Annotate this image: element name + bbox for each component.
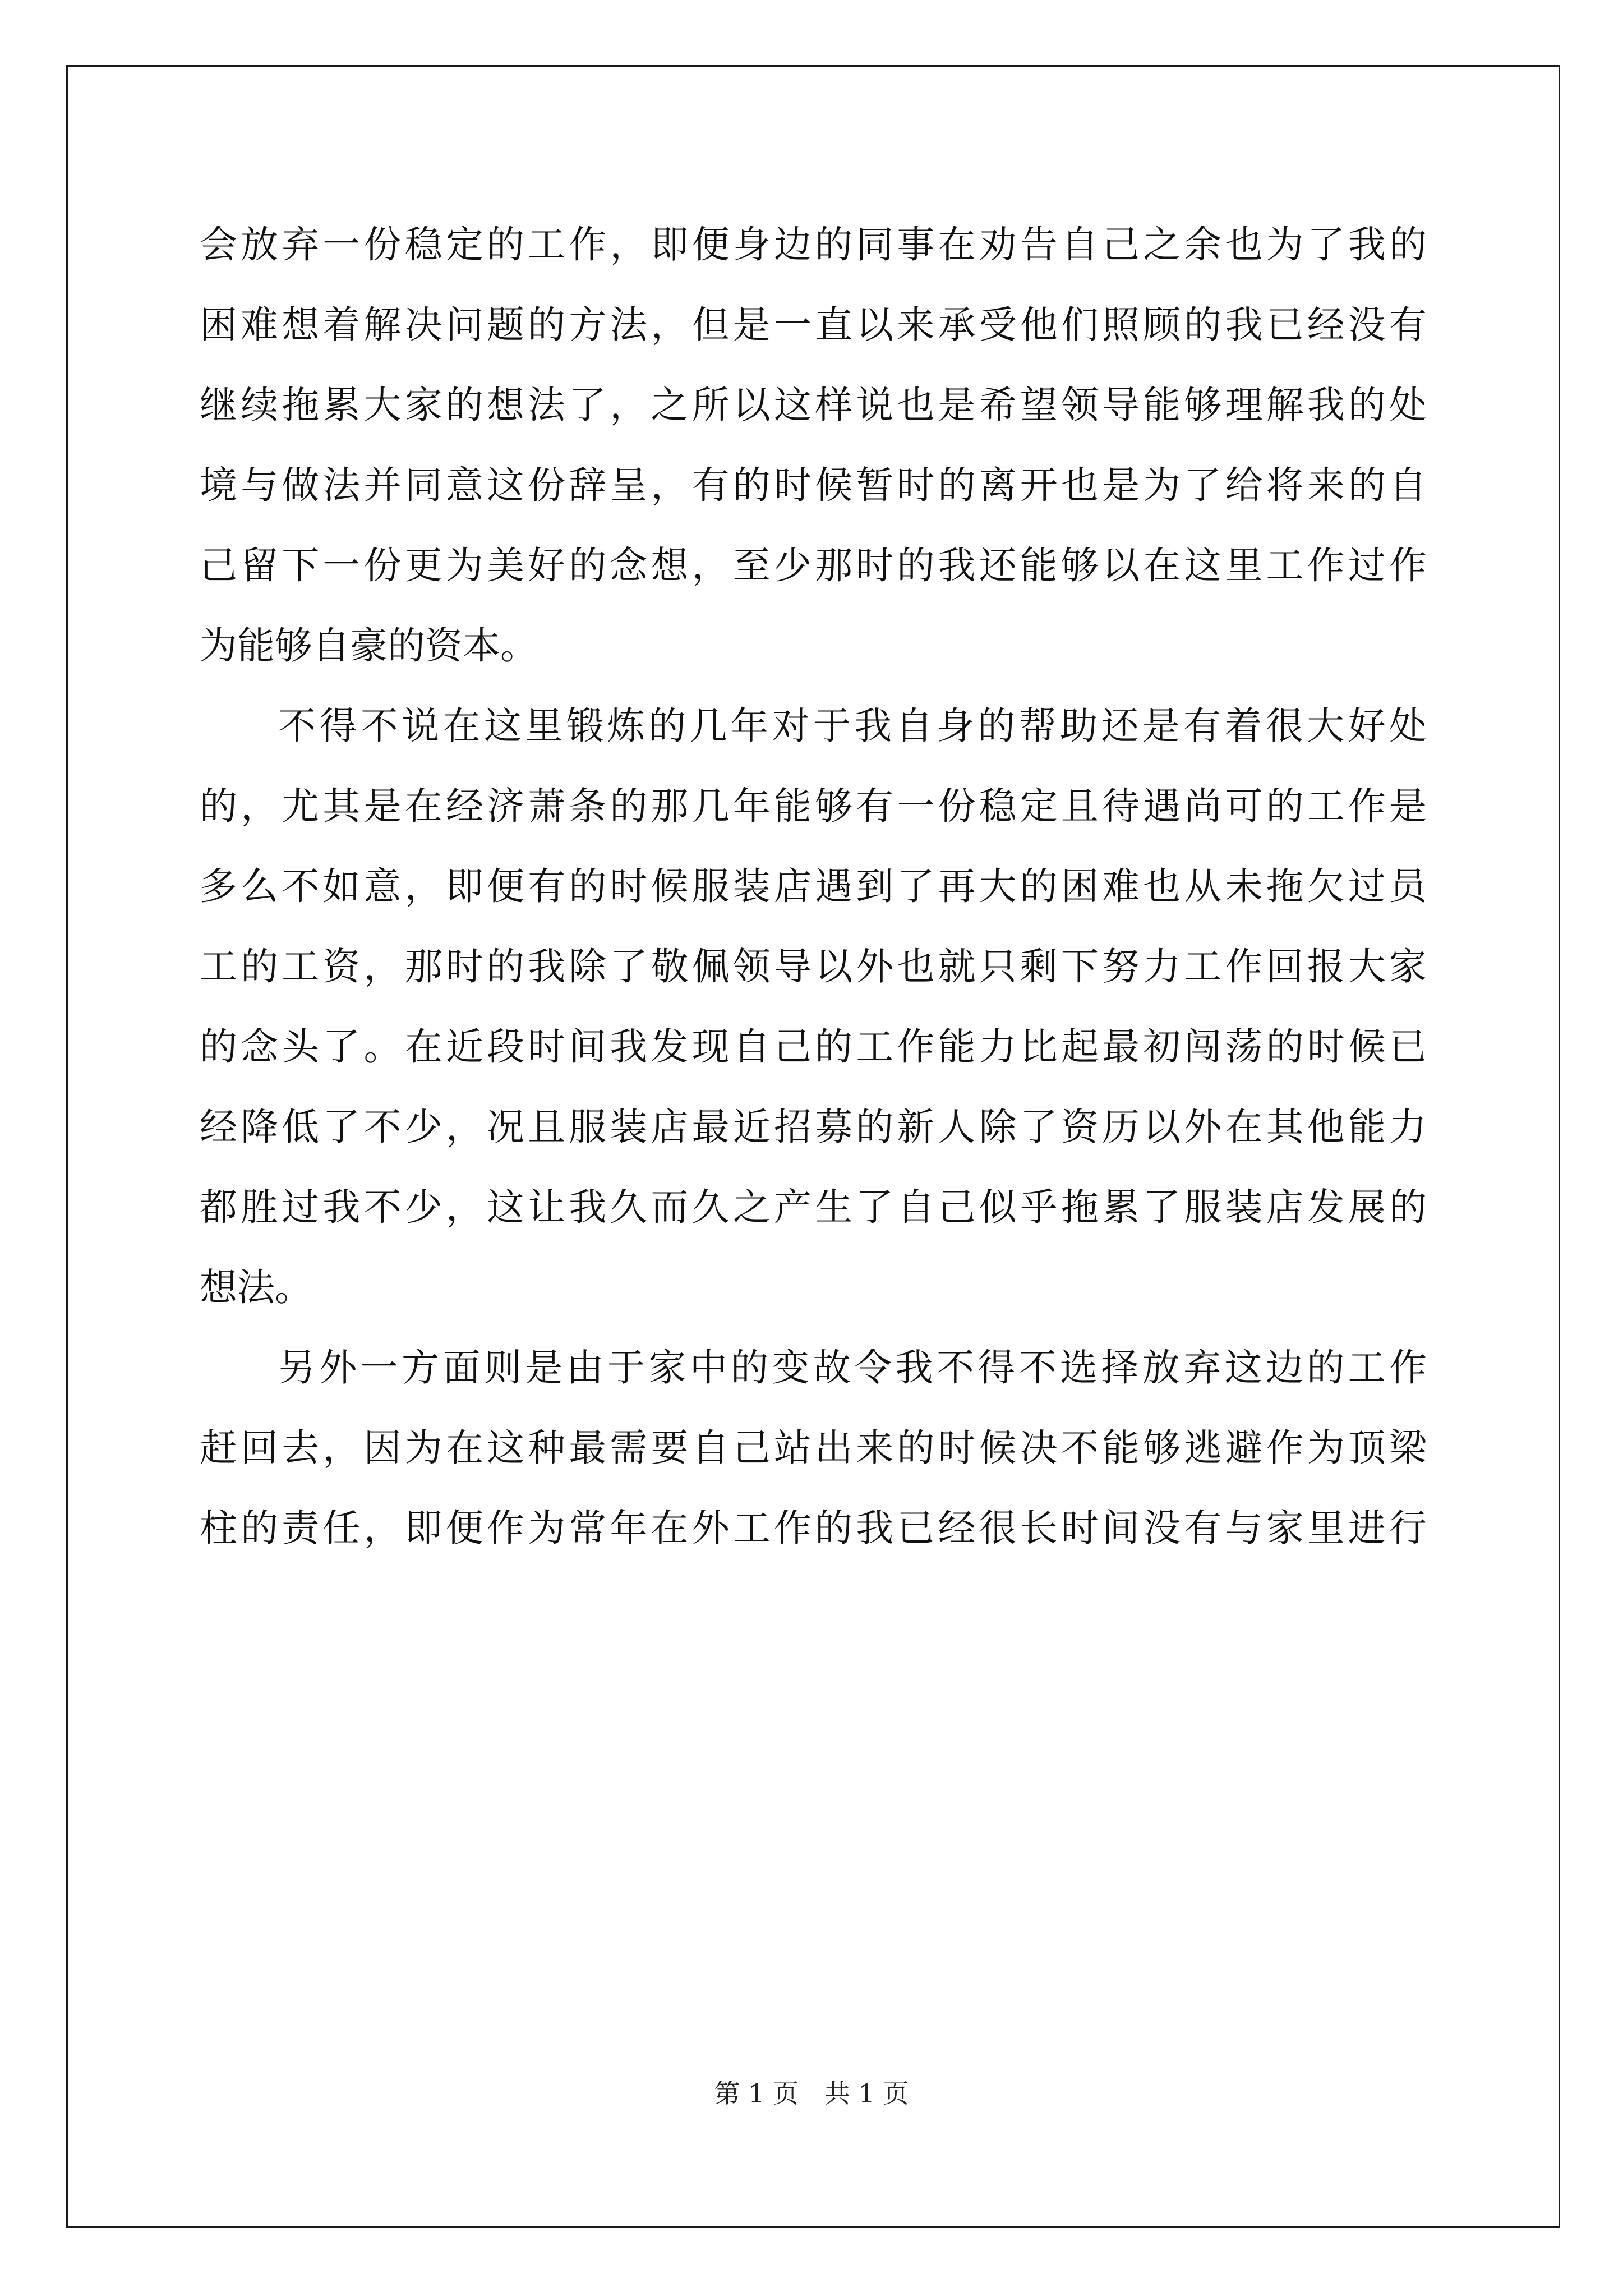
- text-line: 会放弃一份稳定的工作，即便身边的同事在劝告自己之余也为了我的: [200, 223, 1427, 266]
- text-line: 柱的责任，即便作为常年在外工作的我已经很长时间没有与家里进行: [200, 1506, 1427, 1550]
- paragraph-first-line: 不得不说在这里锻炼的几年对于我自身的帮助还是有着很大好处: [278, 704, 1427, 748]
- text-line: 的，尤其是在经济萧条的那几年能够有一份稳定且待遇尚可的工作是: [200, 784, 1427, 828]
- text-line: 工的工资，那时的我除了敬佩领导以外也就只剩下努力工作回报大家: [200, 945, 1427, 988]
- text-line: 多么不如意，即便有的时候服装店遇到了再大的困难也从未拖欠过员: [200, 864, 1427, 908]
- text-line: 为能够自豪的资本。: [200, 624, 538, 668]
- page-number: 第 1 页 共 1 页: [714, 2078, 909, 2109]
- text-line: 经降低了不少，况且服装店最近招募的新人除了资历以外在其他能力: [200, 1105, 1427, 1149]
- text-line: 的念头了。在近段时间我发现自己的工作能力比起最初闯荡的时候已: [200, 1025, 1427, 1069]
- paragraph-first-line: 另外一方面则是由于家中的变故令我不得不选择放弃这边的工作: [278, 1346, 1427, 1389]
- text-line: 赶回去，因为在这种最需要自己站出来的时候决不能够逃避作为顶梁: [200, 1426, 1427, 1470]
- text-line: 困难想着解决问题的方法，但是一直以来承受他们照顾的我已经没有: [200, 303, 1427, 347]
- text-line: 想法。: [200, 1266, 312, 1309]
- text-line: 继续拖累大家的想法了，之所以这样说也是希望领导能够理解我的处: [200, 383, 1427, 427]
- text-line: 己留下一份更为美好的念想，至少那时的我还能够以在这里工作过作: [200, 544, 1427, 587]
- text-line: 都胜过我不少，这让我久而久之产生了自己似乎拖累了服装店发展的: [200, 1185, 1427, 1229]
- text-line: 境与做法并同意这份辞呈，有的时候暂时的离开也是为了给将来的自: [200, 463, 1427, 507]
